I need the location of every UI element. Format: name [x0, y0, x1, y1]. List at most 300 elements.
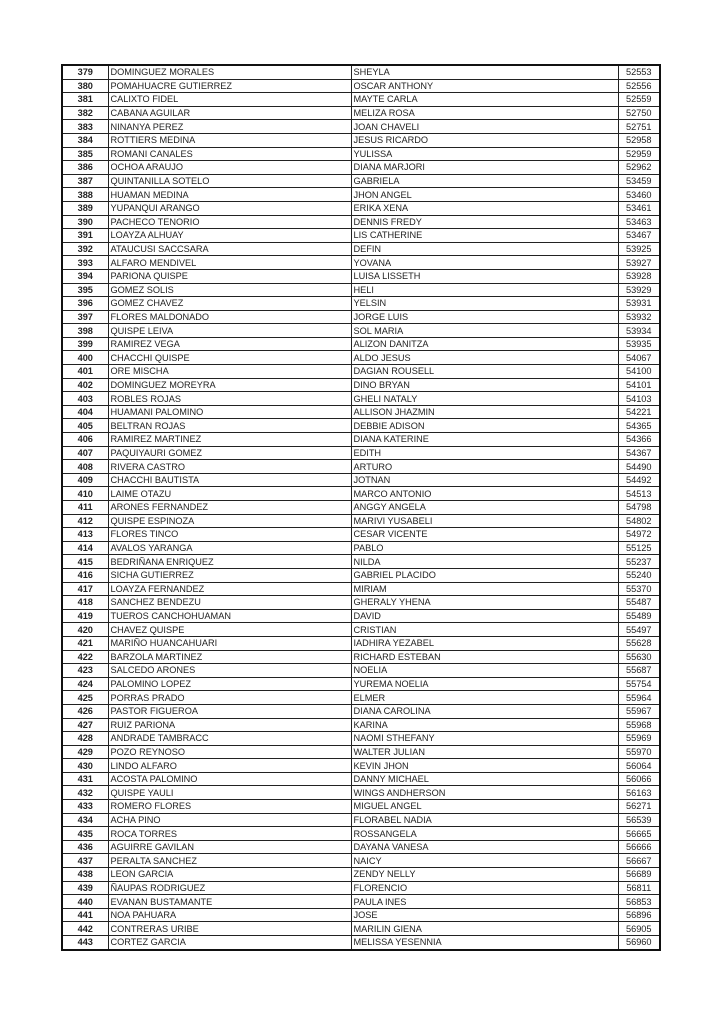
table-row	[62, 161, 660, 175]
surname-cell: FLORES MALDONADO	[108, 310, 351, 324]
table-row	[62, 79, 660, 93]
given-name-cell: ARTURO	[351, 460, 618, 474]
surname-cell: ALFARO MENDIVEL	[108, 256, 351, 270]
table-row	[62, 827, 660, 841]
table-row	[62, 256, 660, 270]
table-row	[62, 174, 660, 188]
surname-cell: ROMANI CANALES	[108, 147, 351, 161]
code-cell: 54802	[618, 514, 660, 528]
row-number: 432	[62, 786, 108, 800]
row-number: 384	[62, 133, 108, 147]
row-number: 415	[62, 555, 108, 569]
row-number: 433	[62, 800, 108, 814]
surname-cell: MARIÑO HUANCAHUARI	[108, 636, 351, 650]
given-name-cell: YOVANA	[351, 256, 618, 270]
row-number: 413	[62, 528, 108, 542]
row-number: 418	[62, 596, 108, 610]
code-cell: 55628	[618, 636, 660, 650]
surname-cell: LINDO ALFARO	[108, 759, 351, 773]
row-number: 414	[62, 541, 108, 555]
surname-cell: LOAYZA FERNANDEZ	[108, 582, 351, 596]
surname-cell: FLORES TINCO	[108, 528, 351, 542]
row-number: 404	[62, 405, 108, 419]
table-row	[62, 446, 660, 460]
code-cell: 52751	[618, 120, 660, 134]
given-name-cell: ZENDY NELLY	[351, 868, 618, 882]
given-name-cell: IADHIRA YEZABEL	[351, 636, 618, 650]
surname-cell: SALCEDO ARONES	[108, 664, 351, 678]
surname-cell: BARZOLA MARTINEZ	[108, 650, 351, 664]
surname-cell: PASTOR FIGUEROA	[108, 704, 351, 718]
code-cell: 55964	[618, 691, 660, 705]
table-row	[62, 310, 660, 324]
table-row	[62, 487, 660, 501]
row-number: 386	[62, 161, 108, 175]
given-name-cell: DAYANA VANESA	[351, 840, 618, 854]
surname-cell: LEON GARCIA	[108, 868, 351, 882]
code-cell: 55497	[618, 623, 660, 637]
table-row	[62, 269, 660, 283]
row-number: 427	[62, 718, 108, 732]
given-name-cell: YUREMA NOELIA	[351, 677, 618, 691]
table-row	[62, 324, 660, 338]
code-cell: 54100	[618, 365, 660, 379]
row-number: 435	[62, 827, 108, 841]
code-cell: 55237	[618, 555, 660, 569]
table-row	[62, 732, 660, 746]
table-row	[62, 881, 660, 895]
code-cell: 52556	[618, 79, 660, 93]
table-row	[62, 908, 660, 922]
code-cell: 54492	[618, 473, 660, 487]
row-number: 405	[62, 419, 108, 433]
row-number: 411	[62, 501, 108, 515]
code-cell: 55754	[618, 677, 660, 691]
surname-cell: ROTTIERS MEDINA	[108, 133, 351, 147]
given-name-cell: ANGGY ANGELA	[351, 501, 618, 515]
code-cell: 55489	[618, 609, 660, 623]
given-name-cell: GABRIELA	[351, 174, 618, 188]
surname-cell: RIVERA CASTRO	[108, 460, 351, 474]
row-number: 442	[62, 922, 108, 936]
table-row	[62, 555, 660, 569]
surname-cell: CHACCHI BAUTISTA	[108, 473, 351, 487]
table-row	[62, 745, 660, 759]
code-cell: 56064	[618, 759, 660, 773]
row-number: 396	[62, 297, 108, 311]
table-row	[62, 337, 660, 351]
row-number: 412	[62, 514, 108, 528]
surname-cell: RUIZ PARIONA	[108, 718, 351, 732]
table-row	[62, 541, 660, 555]
given-name-cell: DANNY MICHAEL	[351, 772, 618, 786]
code-cell: 56896	[618, 908, 660, 922]
table-row	[62, 718, 660, 732]
row-number: 440	[62, 895, 108, 909]
table-row	[62, 514, 660, 528]
code-cell: 56853	[618, 895, 660, 909]
row-number: 441	[62, 908, 108, 922]
code-cell: 54365	[618, 419, 660, 433]
given-name-cell: YULISSA	[351, 147, 618, 161]
surname-cell: POZO REYNOSO	[108, 745, 351, 759]
code-cell: 56905	[618, 922, 660, 936]
given-name-cell: DAVID	[351, 609, 618, 623]
row-number: 417	[62, 582, 108, 596]
table-row	[62, 378, 660, 392]
surname-cell: HUAMANI PALOMINO	[108, 405, 351, 419]
table-row	[62, 433, 660, 447]
given-name-cell: GHELI NATALY	[351, 392, 618, 406]
code-cell: 53928	[618, 269, 660, 283]
code-cell: 53925	[618, 242, 660, 256]
given-name-cell: NOELIA	[351, 664, 618, 678]
table-row	[62, 392, 660, 406]
given-name-cell: EDITH	[351, 446, 618, 460]
code-cell: 54798	[618, 501, 660, 515]
code-cell: 55687	[618, 664, 660, 678]
table-row	[62, 188, 660, 202]
surname-cell: PERALTA SANCHEZ	[108, 854, 351, 868]
given-name-cell: FLORABEL NADIA	[351, 813, 618, 827]
given-name-cell: PAULA INES	[351, 895, 618, 909]
row-number: 397	[62, 310, 108, 324]
surname-cell: CALIXTO FIDEL	[108, 93, 351, 107]
table-row	[62, 283, 660, 297]
code-cell: 55970	[618, 745, 660, 759]
code-cell: 55630	[618, 650, 660, 664]
given-name-cell: MELISSA YESENNIA	[351, 936, 618, 950]
code-cell: 55125	[618, 541, 660, 555]
row-number: 421	[62, 636, 108, 650]
table-row	[62, 840, 660, 854]
row-number: 409	[62, 473, 108, 487]
code-cell: 56665	[618, 827, 660, 841]
surname-cell: CORTEZ GARCIA	[108, 936, 351, 950]
code-cell: 54221	[618, 405, 660, 419]
table-row	[62, 528, 660, 542]
surname-cell: CHAVEZ QUISPE	[108, 623, 351, 637]
code-cell: 53467	[618, 229, 660, 243]
table-row	[62, 473, 660, 487]
given-name-cell: SOL MARIA	[351, 324, 618, 338]
surname-cell: AGUIRRE GAVILAN	[108, 840, 351, 854]
table-row	[62, 405, 660, 419]
table-row	[62, 759, 660, 773]
code-cell: 54972	[618, 528, 660, 542]
given-name-cell: DEBBIE ADISON	[351, 419, 618, 433]
table-row	[62, 460, 660, 474]
code-cell: 53935	[618, 337, 660, 351]
code-cell: 53463	[618, 215, 660, 229]
code-cell: 53934	[618, 324, 660, 338]
given-name-cell: RICHARD ESTEBAN	[351, 650, 618, 664]
given-name-cell: MARIVI YUSABELI	[351, 514, 618, 528]
table-row	[62, 664, 660, 678]
row-number: 394	[62, 269, 108, 283]
surname-cell: RAMIREZ MARTINEZ	[108, 433, 351, 447]
code-cell: 55969	[618, 732, 660, 746]
table-row	[62, 120, 660, 134]
given-name-cell: JOTNAN	[351, 473, 618, 487]
given-name-cell: ROSSANGELA	[351, 827, 618, 841]
row-number: 393	[62, 256, 108, 270]
given-name-cell: ALIZON DANITZA	[351, 337, 618, 351]
code-cell: 55240	[618, 568, 660, 582]
row-number: 400	[62, 351, 108, 365]
table-row	[62, 596, 660, 610]
table-row	[62, 229, 660, 243]
table-row	[62, 895, 660, 909]
row-number: 437	[62, 854, 108, 868]
surname-cell: TUEROS CANCHOHUAMAN	[108, 609, 351, 623]
given-name-cell: KARINA	[351, 718, 618, 732]
table-row	[62, 786, 660, 800]
surname-cell: BEDRIÑANA ENRIQUEZ	[108, 555, 351, 569]
table-row	[62, 868, 660, 882]
row-number: 424	[62, 677, 108, 691]
row-number: 395	[62, 283, 108, 297]
given-name-cell: DIANA MARJORI	[351, 161, 618, 175]
code-cell: 52962	[618, 161, 660, 175]
row-number: 426	[62, 704, 108, 718]
surname-cell: GOMEZ SOLIS	[108, 283, 351, 297]
surname-cell: EVANAN BUSTAMANTE	[108, 895, 351, 909]
table-row	[62, 297, 660, 311]
code-cell: 53461	[618, 201, 660, 215]
table-row	[62, 133, 660, 147]
table-row	[62, 582, 660, 596]
row-number: 443	[62, 936, 108, 950]
given-name-cell: ALLISON JHAZMIN	[351, 405, 618, 419]
row-number: 428	[62, 732, 108, 746]
row-number: 402	[62, 378, 108, 392]
code-cell: 52959	[618, 147, 660, 161]
row-number: 429	[62, 745, 108, 759]
row-number: 416	[62, 568, 108, 582]
table-row	[62, 201, 660, 215]
code-cell: 53932	[618, 310, 660, 324]
row-number: 390	[62, 215, 108, 229]
code-cell: 55487	[618, 596, 660, 610]
given-name-cell: HELI	[351, 283, 618, 297]
surname-cell: QUISPE LEIVA	[108, 324, 351, 338]
code-cell: 53929	[618, 283, 660, 297]
table-row	[62, 772, 660, 786]
given-name-cell: MIRIAM	[351, 582, 618, 596]
code-cell: 56960	[618, 936, 660, 950]
row-number: 381	[62, 93, 108, 107]
surname-cell: ACOSTA PALOMINO	[108, 772, 351, 786]
given-name-cell: JHON ANGEL	[351, 188, 618, 202]
row-number: 388	[62, 188, 108, 202]
given-name-cell: WALTER JULIAN	[351, 745, 618, 759]
given-name-cell: JORGE LUIS	[351, 310, 618, 324]
given-name-cell: KEVIN JHON	[351, 759, 618, 773]
given-name-cell: NAOMI STHEFANY	[351, 732, 618, 746]
code-cell: 56163	[618, 786, 660, 800]
results-table	[61, 64, 661, 951]
given-name-cell: ERIKA XENA	[351, 201, 618, 215]
code-cell: 56667	[618, 854, 660, 868]
given-name-cell: LUISA LISSETH	[351, 269, 618, 283]
row-number: 401	[62, 365, 108, 379]
row-number: 379	[62, 65, 108, 79]
code-cell: 54513	[618, 487, 660, 501]
table-row	[62, 623, 660, 637]
given-name-cell: OSCAR ANTHONY	[351, 79, 618, 93]
row-number: 403	[62, 392, 108, 406]
surname-cell: SICHA GUTIERREZ	[108, 568, 351, 582]
table-row	[62, 242, 660, 256]
code-cell: 54367	[618, 446, 660, 460]
given-name-cell: NAICY	[351, 854, 618, 868]
table-row	[62, 609, 660, 623]
surname-cell: RAMIREZ VEGA	[108, 337, 351, 351]
surname-cell: HUAMAN MEDINA	[108, 188, 351, 202]
row-number: 419	[62, 609, 108, 623]
row-number: 439	[62, 881, 108, 895]
table-row	[62, 704, 660, 718]
code-cell: 55968	[618, 718, 660, 732]
results-table-body	[62, 65, 660, 950]
table-row	[62, 691, 660, 705]
given-name-cell: ALDO JESUS	[351, 351, 618, 365]
row-number: 399	[62, 337, 108, 351]
given-name-cell: ELMER	[351, 691, 618, 705]
surname-cell: PORRAS PRADO	[108, 691, 351, 705]
row-number: 408	[62, 460, 108, 474]
given-name-cell: DAGIAN ROUSELL	[351, 365, 618, 379]
surname-cell: QUISPE YAULI	[108, 786, 351, 800]
surname-cell: PAQUIYAURI GOMEZ	[108, 446, 351, 460]
table-row	[62, 365, 660, 379]
given-name-cell: FLORENCIO	[351, 881, 618, 895]
given-name-cell: DINO BRYAN	[351, 378, 618, 392]
given-name-cell: WINGS ANDHERSON	[351, 786, 618, 800]
code-cell: 53931	[618, 297, 660, 311]
code-cell: 55967	[618, 704, 660, 718]
surname-cell: SANCHEZ BENDEZU	[108, 596, 351, 610]
given-name-cell: DIANA KATERINE	[351, 433, 618, 447]
table-row	[62, 93, 660, 107]
given-name-cell: GHERALY YHENA	[351, 596, 618, 610]
surname-cell: LAIME OTAZU	[108, 487, 351, 501]
surname-cell: DOMINGUEZ MORALES	[108, 65, 351, 79]
code-cell: 52553	[618, 65, 660, 79]
row-number: 406	[62, 433, 108, 447]
given-name-cell: PABLO	[351, 541, 618, 555]
surname-cell: QUISPE ESPINOZA	[108, 514, 351, 528]
surname-cell: PARIONA QUISPE	[108, 269, 351, 283]
surname-cell: POMAHUACRE GUTIERREZ	[108, 79, 351, 93]
surname-cell: NINANYA PEREZ	[108, 120, 351, 134]
row-number: 383	[62, 120, 108, 134]
code-cell: 54067	[618, 351, 660, 365]
table-row	[62, 351, 660, 365]
row-number: 392	[62, 242, 108, 256]
code-cell: 56539	[618, 813, 660, 827]
surname-cell: ANDRADE TAMBRACC	[108, 732, 351, 746]
row-number: 425	[62, 691, 108, 705]
row-number: 385	[62, 147, 108, 161]
given-name-cell: JESUS RICARDO	[351, 133, 618, 147]
surname-cell: AVALOS YARANGA	[108, 541, 351, 555]
surname-cell: PACHECO TENORIO	[108, 215, 351, 229]
surname-cell: ROBLES ROJAS	[108, 392, 351, 406]
code-cell: 56066	[618, 772, 660, 786]
table-row	[62, 922, 660, 936]
surname-cell: ACHA PINO	[108, 813, 351, 827]
surname-cell: CHACCHI QUISPE	[108, 351, 351, 365]
given-name-cell: MARILIN GIENA	[351, 922, 618, 936]
row-number: 434	[62, 813, 108, 827]
row-number: 422	[62, 650, 108, 664]
table-row	[62, 813, 660, 827]
given-name-cell: MAYTE CARLA	[351, 93, 618, 107]
given-name-cell: CESAR VICENTE	[351, 528, 618, 542]
row-number: 410	[62, 487, 108, 501]
table-row	[62, 854, 660, 868]
surname-cell: ÑAUPAS RODRIGUEZ	[108, 881, 351, 895]
surname-cell: BELTRAN ROJAS	[108, 419, 351, 433]
table-row	[62, 65, 660, 79]
code-cell: 56811	[618, 881, 660, 895]
row-number: 423	[62, 664, 108, 678]
surname-cell: OCHOA ARAUJO	[108, 161, 351, 175]
given-name-cell: DENNIS FREDY	[351, 215, 618, 229]
code-cell: 52750	[618, 106, 660, 120]
given-name-cell: SHEYLA	[351, 65, 618, 79]
table-row	[62, 677, 660, 691]
table-row	[62, 568, 660, 582]
row-number: 438	[62, 868, 108, 882]
table-row	[62, 636, 660, 650]
row-number: 387	[62, 174, 108, 188]
row-number: 431	[62, 772, 108, 786]
code-cell: 56271	[618, 800, 660, 814]
surname-cell: ARONES FERNANDEZ	[108, 501, 351, 515]
code-cell: 52559	[618, 93, 660, 107]
surname-cell: NOA PAHUARA	[108, 908, 351, 922]
surname-cell: ORE MISCHA	[108, 365, 351, 379]
table-row	[62, 501, 660, 515]
code-cell: 52958	[618, 133, 660, 147]
surname-cell: YUPANQUI ARANGO	[108, 201, 351, 215]
row-number: 382	[62, 106, 108, 120]
given-name-cell: LIS CATHERINE	[351, 229, 618, 243]
row-number: 398	[62, 324, 108, 338]
given-name-cell: CRISTIAN	[351, 623, 618, 637]
given-name-cell: DIANA CAROLINA	[351, 704, 618, 718]
given-name-cell: MIGUEL ANGEL	[351, 800, 618, 814]
surname-cell: QUINTANILLA SOTELO	[108, 174, 351, 188]
given-name-cell: MARCO ANTONIO	[351, 487, 618, 501]
surname-cell: ROCA TORRES	[108, 827, 351, 841]
surname-cell: CABANA AGUILAR	[108, 106, 351, 120]
table-row	[62, 106, 660, 120]
table-row	[62, 650, 660, 664]
given-name-cell: JOSE	[351, 908, 618, 922]
code-cell: 53460	[618, 188, 660, 202]
code-cell: 53459	[618, 174, 660, 188]
surname-cell: DOMINGUEZ MOREYRA	[108, 378, 351, 392]
row-number: 389	[62, 201, 108, 215]
row-number: 430	[62, 759, 108, 773]
code-cell: 53927	[618, 256, 660, 270]
row-number: 420	[62, 623, 108, 637]
surname-cell: ROMERO FLORES	[108, 800, 351, 814]
